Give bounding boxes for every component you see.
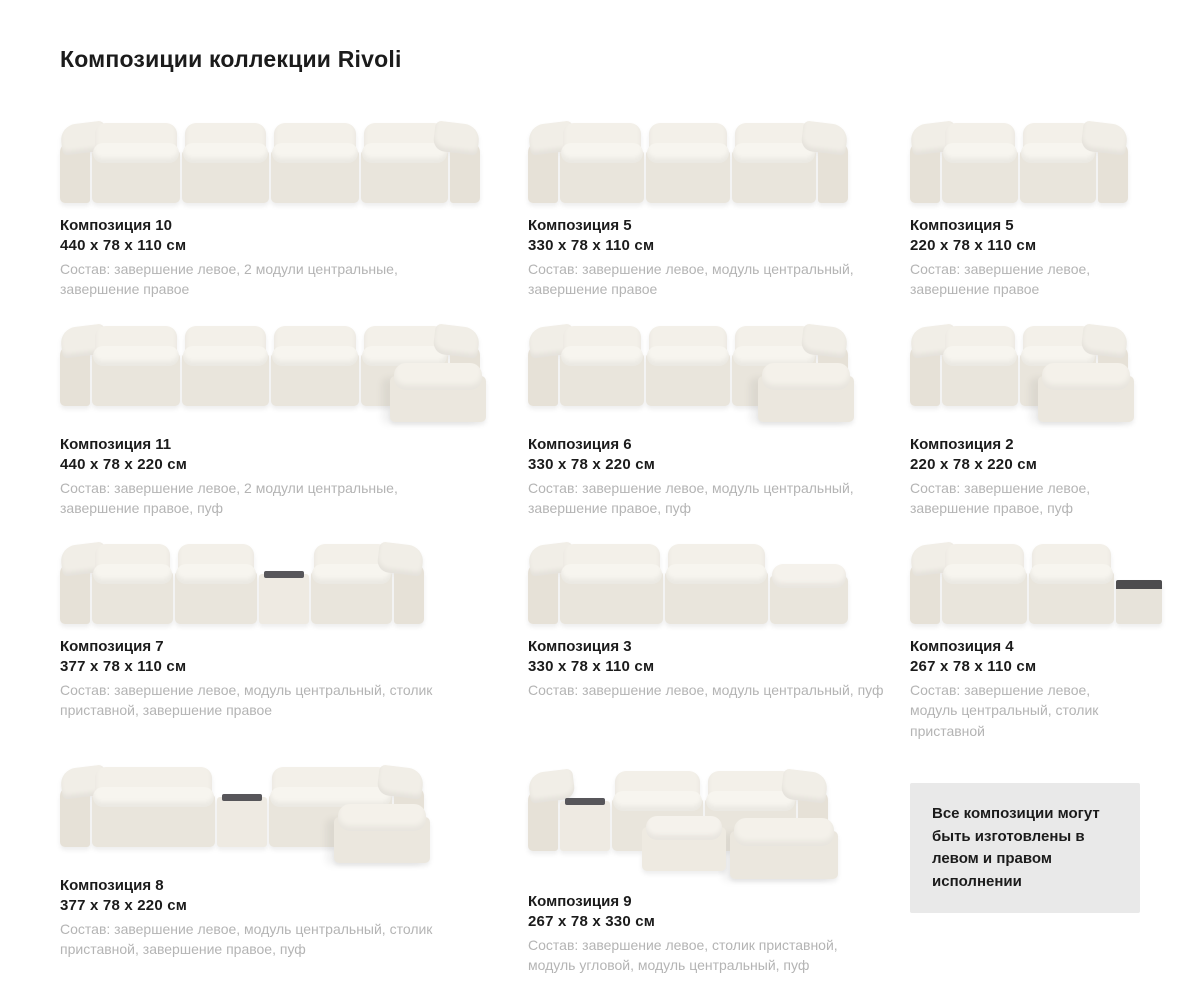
pouf-module: [390, 376, 486, 422]
sofa-image: [60, 103, 528, 203]
center-seat-module: [942, 151, 1018, 203]
composition-description: Состав: завершение левое, модуль центральный, столик приставной: [910, 682, 1099, 739]
sofa-illustration: [528, 564, 848, 624]
side-table-module: [217, 797, 267, 847]
composition-description: Состав: завершение левое, модуль центральный, столик приставной, завершение правое: [60, 682, 433, 719]
sofa-image: [60, 747, 528, 863]
sofa-illustration: [60, 143, 480, 203]
sofa-image: [528, 747, 910, 879]
pouf-end-module: [770, 576, 848, 624]
sofa-image: [528, 524, 910, 624]
composition-name: Композиция 6: [528, 435, 632, 453]
center-seat-module: [92, 354, 180, 406]
center-seat-module: [182, 151, 270, 203]
pouf-module: [334, 817, 430, 863]
sofa-illustration: [528, 346, 848, 406]
pouf-module: [758, 376, 854, 422]
left-arm-end-module: [528, 791, 558, 851]
composition-name: Композиция 9: [528, 893, 632, 911]
center-seat-module: [361, 151, 449, 203]
composition-name: Композиция 2: [910, 435, 1014, 453]
composition-dimensions: 330 х 78 х 220 см: [528, 455, 656, 473]
sofa-image: [910, 306, 1162, 422]
composition-name: Композиция 10: [60, 217, 172, 234]
sofa-illustration: [528, 143, 848, 203]
composition-card: [528, 524, 910, 741]
pouf-module: [1038, 376, 1134, 422]
composition-description: Состав: завершение левое, модуль центральный, пуф: [528, 682, 884, 699]
center-seat-module: [665, 572, 768, 624]
center-seat-module: [175, 572, 256, 624]
composition-dimensions: 330 х 78 х 110 см: [528, 658, 655, 676]
corner-module: [730, 831, 838, 879]
composition-card: [910, 306, 1162, 519]
center-seat-module: [732, 151, 816, 203]
composition-dimensions: 220 х 78 х 110 см: [910, 237, 1037, 254]
left-arm-end-module: [60, 346, 90, 406]
composition-description: Состав: завершение левое, 2 модули центральные, завершение правое, пуф: [60, 479, 398, 516]
side-table-module: [259, 574, 309, 624]
center-seat-module: [1020, 151, 1096, 203]
center-seat-module: [646, 354, 730, 406]
sofa-image: [910, 103, 1162, 203]
center-seat-module: [646, 151, 730, 203]
sofa-illustration: [60, 346, 480, 406]
center-seat-module: [942, 354, 1018, 406]
center-seat-module: [1029, 572, 1114, 624]
composition-name: Композиция 4: [910, 638, 1014, 656]
sofa-image: [528, 103, 910, 203]
right-arm-end-module: [450, 143, 480, 203]
compositions-grid: [60, 103, 1144, 982]
composition-name: Композиция 8: [60, 877, 164, 895]
note-box: [910, 783, 1140, 913]
center-seat-module: [271, 354, 359, 406]
center-seat-module: [560, 572, 663, 624]
composition-name: Композиция 3: [528, 638, 632, 656]
note-cell: [910, 783, 1162, 913]
left-arm-end-module: [910, 346, 940, 406]
composition-name: Композиция 5: [910, 217, 1014, 234]
center-seat-module: [92, 151, 180, 203]
composition-description: Состав: завершение левое, модуль центральный, завершение правое, пуф: [528, 479, 854, 516]
composition-name: Композиция 7: [60, 638, 164, 656]
left-arm-end-module: [60, 564, 90, 624]
center-seat-module: [942, 572, 1027, 624]
center-seat-module: [560, 151, 644, 203]
composition-card: [60, 524, 528, 741]
composition-card: [528, 103, 910, 300]
right-arm-end-module: [394, 564, 424, 624]
end-side-table-module: [1116, 580, 1162, 624]
composition-card: [528, 306, 910, 519]
sofa-illustration: [60, 564, 424, 624]
composition-card: [528, 747, 910, 976]
center-seat-module: [92, 795, 215, 847]
right-arm-end-module: [1098, 143, 1128, 203]
composition-dimensions: 267 х 78 х 330 см: [528, 913, 656, 931]
sofa-illustration: [910, 346, 1128, 406]
composition-card: [60, 103, 528, 300]
composition-description: Состав: завершение левое, модуль центральный, завершение правое: [528, 261, 854, 298]
left-arm-end-module: [910, 564, 940, 624]
sofa-image: [910, 524, 1162, 624]
sofa-illustration: [528, 791, 828, 851]
side-table-module: [560, 801, 610, 851]
left-arm-end-module: [910, 143, 940, 203]
composition-dimensions: 440 х 78 х 220 см: [60, 455, 188, 473]
left-arm-end-module: [528, 143, 558, 203]
center-seat-module: [92, 572, 173, 624]
composition-description: Состав: завершение левое, столик приставной, модуль угловой, модуль центральный, пуф: [528, 937, 838, 974]
composition-description: Состав: завершение левое, модуль центральный, столик приставной, завершение правое, пуф: [60, 921, 433, 958]
composition-dimensions: 440 х 78 х 110 см: [60, 237, 187, 254]
center-seat-module: [182, 354, 270, 406]
right-arm-end-module: [818, 143, 848, 203]
composition-card: [910, 103, 1162, 300]
composition-card: [60, 306, 528, 519]
composition-card: [60, 747, 528, 976]
composition-dimensions: 267 х 78 х 110 см: [910, 658, 1037, 676]
left-arm-end-module: [60, 143, 90, 203]
sofa-illustration: [910, 143, 1128, 203]
composition-dimensions: 377 х 78 х 220 см: [60, 897, 188, 915]
left-arm-end-module: [528, 564, 558, 624]
note-text: Все композиции могут быть изготовлены в левом и правом исполнении: [932, 805, 1100, 890]
composition-dimensions: 330 х 78 х 110 см: [528, 237, 655, 254]
center-seat-module: [560, 354, 644, 406]
composition-name: Композиция 5: [528, 217, 632, 234]
center-seat-module: [271, 151, 359, 203]
sofa-image: [60, 306, 528, 422]
composition-name: Композиция 11: [60, 435, 172, 453]
composition-card: [910, 524, 1162, 741]
composition-description: Состав: завершение левое, 2 модули центральные, завершение правое: [60, 261, 398, 298]
sofa-image: [60, 524, 528, 624]
composition-description: Состав: завершение левое, завершение правое: [910, 261, 1091, 298]
left-arm-end-module: [528, 346, 558, 406]
center-seat-module: [311, 572, 392, 624]
pouf-module: [642, 827, 726, 871]
composition-dimensions: 377 х 78 х 110 см: [60, 658, 187, 676]
left-arm-end-module: [60, 787, 90, 847]
sofa-illustration: [60, 787, 424, 847]
sofa-illustration: [910, 564, 1162, 624]
sofa-image: [528, 306, 910, 422]
composition-description: Состав: завершение левое, завершение правое, пуф: [910, 479, 1091, 516]
page-title: Композиции коллекции Rivoli: [60, 46, 402, 72]
composition-dimensions: 220 х 78 х 220 см: [910, 455, 1038, 473]
